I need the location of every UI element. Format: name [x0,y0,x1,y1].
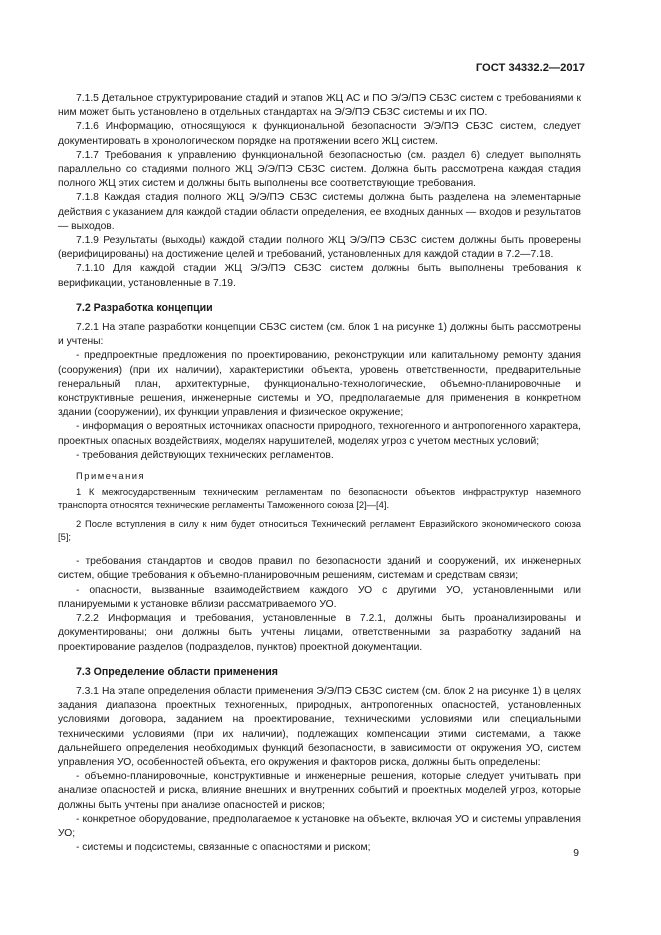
list-item: - конкретное оборудование, предполагаемое к установке на объекте, включая УО и системы управления УО; [58,813,581,839]
notes-title: Примечания [76,470,146,482]
list-item: - информация о вероятных источниках опасности природного, техногенного и антропогенного характера, проектных опасных воздействиях, моделях нарушителей, моделях угроз с учетом местных условий; [58,421,581,447]
list-item: - требования стандартов и сводов правил по безопасности зданий и сооружений, их инженерных систем, общие требования к объемно-планировочным решениям, системам и средствам связи; [58,556,581,582]
document-code: ГОСТ 34332.2—2017 [475,62,585,74]
page-content [58,92,581,855]
paragraph-7-1-10: 7.1.10 Для каждой стадии ЖЦ Э/Э/ПЭ СБЗС систем должны быть выполнены требования к верификации, установленные в 7.19. [58,263,581,289]
paragraph-7-1-6: 7.1.6 Информацию, относящуюся к функциональной безопасности Э/Э/ПЭ СБЗС систем, следует документировать в хронологическом порядке на протяжении всего ЖЦ систем. [58,121,581,147]
paragraph-7-3-1: 7.3.1 На этапе определения области применения Э/Э/ПЭ СБЗС систем (см. блок 2 на рисунке 1) в целях задания диапазона проектных техногенных, природных, антропогенных опасностей, установленных условиями договора, заданием на проектирование, техническими условиями или специальными техническими условиями (при их наличии), подлежащих компенсации этими системами, а также дальнейшего определения необходимых функций безопасности, в зависимости от окружения УО, систем управления УО, особенностей объекта, его окружения и факторов риска, должны быть определены: [58,685,581,768]
section-heading-7-2: 7.2 Разработка концепции [76,301,213,314]
list-item: - объемно-планировочные, конструктивные и инженерные решения, которые следует учитывать при анализе опасностей и риска, влияние внешних и внутренних событий и проектных моделей угроз, которые должны быть учтены при анализе опасностей и рисков; [58,771,581,811]
list-item: - системы и подсистемы, связанные с опасностями и риском; [76,842,371,854]
section-heading-7-3: 7.3 Определение области применения [76,665,278,678]
paragraph-7-1-8: 7.1.8 Каждая стадия полного ЖЦ Э/Э/ПЭ СБЗС системы должна быть разделена на элементарные действия с указанием для каждой стадии области определения, ее входных данных — входов и результатов — выходов. [58,192,581,232]
paragraph-7-1-5: 7.1.5 Детальное структурирование стадий и этапов ЖЦ АС и ПО Э/Э/ПЭ СБЗС систем с требованиями к ним может быть установлено в отдельных стандартах на Э/Э/ПЭ СБЗС системы и их ПО. [58,93,581,119]
list-item: - требования действующих технических регламентов. [76,449,334,461]
list-item: - опасности, вызванные взаимодействием каждого УО с другими УО, установленными или планируемыми к установке вблизи рассматриваемого УО. [58,584,581,610]
paragraph-7-1-9: 7.1.9 Результаты (выходы) каждой стадии полного ЖЦ Э/Э/ПЭ СБЗС систем должны быть проверены (верифицированы) на достижение целей и требований, установленных для каждой стадии в 7.2—7.18. [58,235,581,261]
paragraph-7-2-1: 7.2.1 На этапе разработки концепции СБЗС систем (см. блок 1 на рисунке 1) должны быть рассмотрены и учтены: [58,322,581,348]
list-item: - предпроектные предложения по проектированию, реконструкции или капитальному ремонту здания (сооружения) (при их наличии), характеристики объекта, уровень ответственности, предварительные генеральный план, архитектурные, функционально-технологические, объемно-планировочные и конструктивные решения, инженерные системы и УО, предполагаемые для применения в конкретном здании (сооружении), их функции управления и физическое окружение; [58,350,581,419]
paragraph-7-1-7: 7.1.7 Требования к управлению функциональной безопасностью (см. раздел 6) следует выполнять параллельно со стадиями полного ЖЦ Э/Э/ПЭ СБЗС систем. Должна быть рассмотрена каждая стадия полного ЖЦ этих систем и должны быть выполнены все соответствующие требования. [58,149,581,190]
paragraph-7-2-2: 7.2.2 Информация и требования, установленные в 7.2.1, должны быть проанализированы и документированы; они должны быть учтены лицами, ответственными за разработку заданий на проектирование разделов (подразделов, пунктов) проектной документации. [58,613,581,653]
page-number: 9 [573,848,579,859]
note-item: 1 К межгосударственным техническим регламентам по безопасности объектов инфраструктур наземного транспорта относятся технические регламенты Таможенного союза [2]—[4]. [58,486,581,511]
note-item: 2 После вступления в силу к ним будет относиться Технический регламент Евразийского экономического союза [5]; [58,518,581,543]
